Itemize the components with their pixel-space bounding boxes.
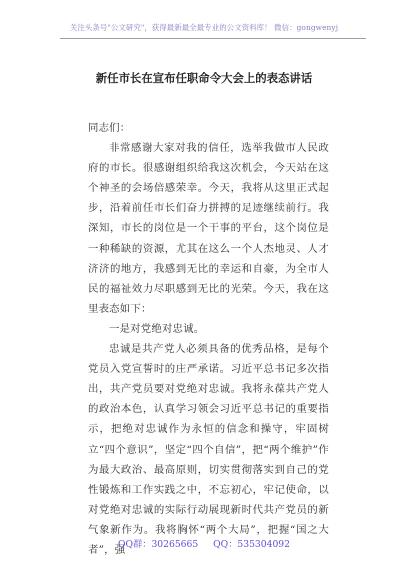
paragraph: 一是对党绝对忠诚。 bbox=[109, 322, 205, 335]
document-title: 新任市长在宣布任职命令大会上的表态讲话 bbox=[95, 71, 313, 85]
qq-number: QQ：535304092 bbox=[213, 539, 290, 550]
paragraph: 忠诚是共产党人必须具备的优秀品格，是每个党员入党宣誓时的庄严承诺。习近平总书记多次指出，共产党员要对党绝对忠诚。我将永葆共产党人的政治本色，认真学习领会习近平总书记的重要指示，把绝对忠诚作为永恒的信念和操守，牢固树立“四个意识”，坚定“四个自信”，把“两个维护”作为最大政治、最高原则，切实贯彻落实到自己的党性锻炼和工作实践之中，不忘初心，牢记使命，以对党绝对忠诚的实际行动展现新时代共产党员的新气象新作为。我将胸怀“两个大局”，把握“国之大者”，强 bbox=[88, 343, 329, 556]
footer-contact bbox=[0, 536, 408, 550]
salutation: 同志们： bbox=[88, 122, 131, 134]
paragraph: 非常感谢大家对我的信任，选举我做市人民政府的市长。很感谢组织给我这次机会，今天站在这个神圣的会场倍感荣幸。今天，我将从这里正式起步，沿着前任市长们奋力拼搏的足迹继续前行。我深知，市长的岗位是一个干事的平台，这个岗位是一种稀缺的资源，尤其在这么一个人杰地灵、人才济济的地方，我感到无比的幸运和自豪，为全市人民的福祉效力尽职感到无比的光荣。今天，我在这里表态如下： bbox=[88, 142, 329, 315]
qq-group-number: QQ群：30265665 bbox=[118, 539, 199, 550]
document-body bbox=[88, 118, 329, 560]
header-divider bbox=[60, 38, 366, 39]
header-note: 关注头条号"公文研究"，获得最新最全最专业的公文资料库！ 微信：gongwenyj bbox=[69, 23, 339, 32]
